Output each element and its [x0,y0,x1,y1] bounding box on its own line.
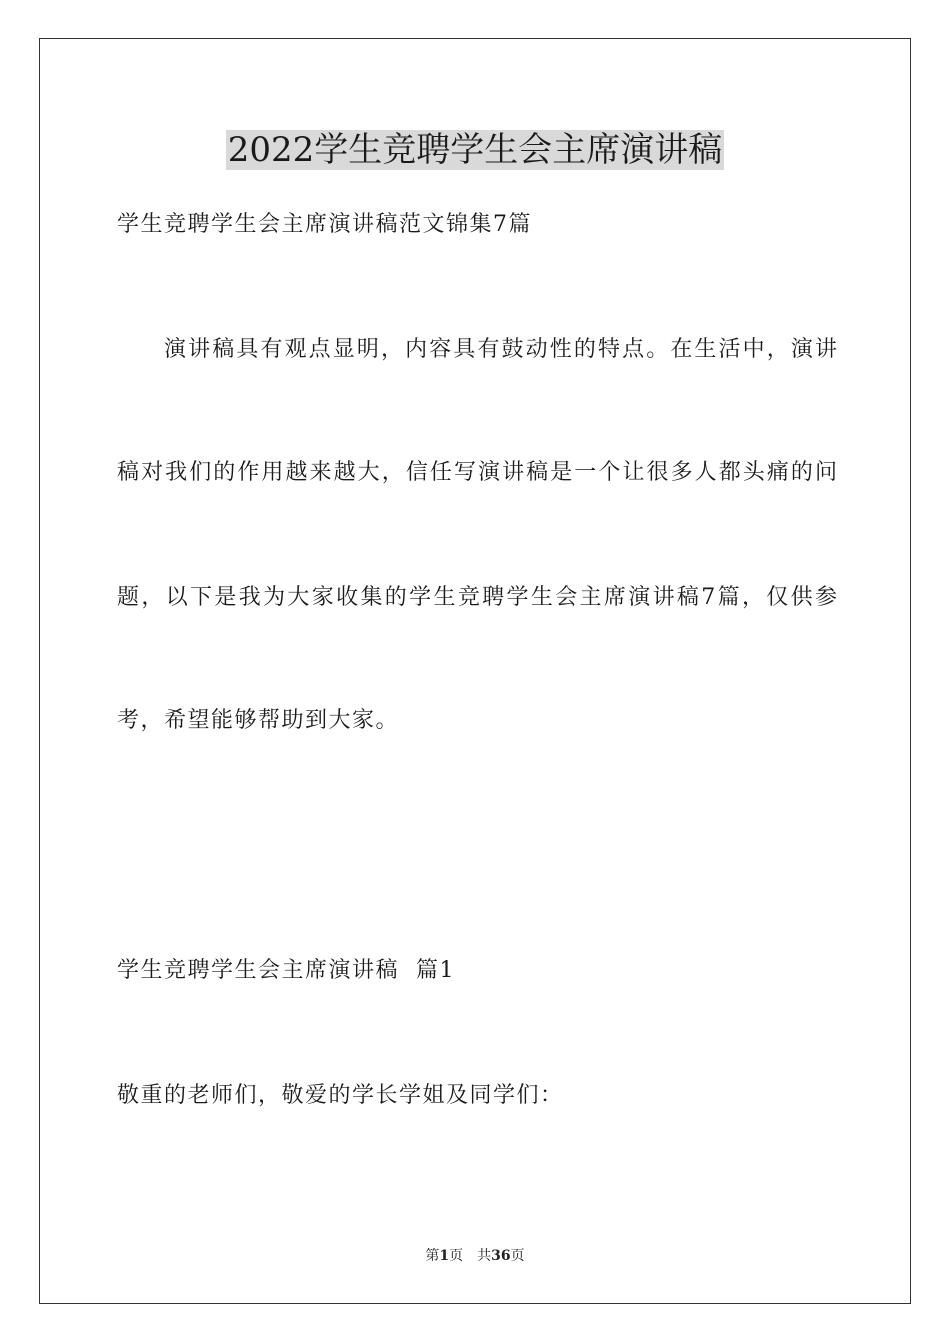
footer-total-pages: 36 [491,1248,511,1264]
document-subtitle: 学生竞聘学生会主席演讲稿范文锦集7篇 [117,212,532,237]
section-heading: 学生竞聘学生会主席演讲稿 篇1 [117,958,455,983]
footer-page-prefix: 第 [425,1248,440,1264]
intro-line-4: 考，希望能够帮助到大家。 [117,708,400,733]
intro-line-3: 题，以下是我为大家收集的学生竞聘学生会主席演讲稿7篇，仅供参 [117,585,837,610]
footer-page-number: 1 [439,1248,450,1264]
footer-page-suffix: 页 [449,1248,464,1264]
footer-total-suffix: 页 [510,1248,525,1264]
footer-total-prefix: 共 [477,1248,492,1264]
page-footer [0,1247,950,1265]
salutation: 敬重的老师们，敬爱的学长学姐及同学们： [117,1083,564,1108]
document-title [0,128,950,172]
intro-line-2: 稿对我们的作用越来越大，信任写演讲稿是一个让很多人都头痛的问 [117,460,837,485]
document-title-text: 2022学生竞聘学生会主席演讲稿 [227,130,723,170]
intro-line-1: 演讲稿具有观点显明，内容具有鼓动性的特点。在生活中，演讲 [164,337,837,362]
